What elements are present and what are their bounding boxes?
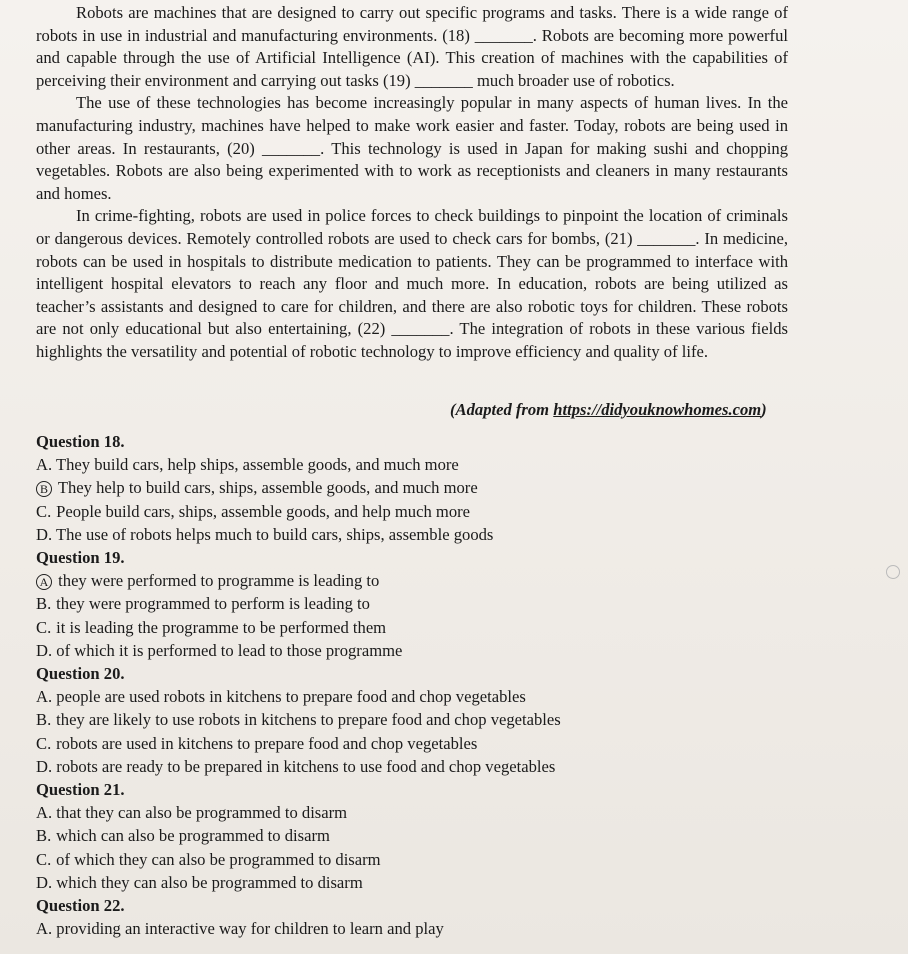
source-citation — [450, 400, 767, 420]
answer-option[interactable] — [36, 453, 736, 476]
answer-option[interactable] — [36, 801, 736, 824]
option-letter: C. — [36, 733, 52, 753]
option-text: They build cars, help ships, assemble goods, and much more — [56, 455, 459, 475]
option-letter: A. — [36, 803, 53, 823]
option-text: They help to build cars, ships, assemble goods, and much more — [57, 478, 478, 498]
reading-passage — [36, 2, 788, 364]
option-letter: C. — [36, 849, 52, 869]
option-letter: D. — [36, 524, 53, 544]
question-title: Question 18. — [36, 432, 125, 451]
option-text: they were performed to programme is leading to — [58, 571, 380, 591]
option-letter: C. — [36, 501, 52, 521]
answer-option[interactable] — [36, 871, 736, 894]
question-block — [36, 546, 736, 662]
question-title: Question 20. — [36, 664, 125, 684]
answer-option[interactable] — [36, 824, 736, 847]
question-title: Question 19. — [36, 548, 125, 568]
answer-option[interactable] — [36, 592, 736, 615]
option-letter: D. — [36, 872, 53, 892]
answer-option[interactable] — [36, 569, 736, 592]
passage-paragraph-3: In crime-fighting, robots are used in police forces to check buildings to pinpoint the location of criminals or dangerous devices. Remotely controlled robots are used to check cars for bombs, (21) _______. In medicine, robots can be used in hospitals to distribute medication to patients. They can be programmed to interface with intelligent hospital elevators to reach any floor and much more. In education, robots are being utilized as teacher’s assistants and designed to care for children, and there are also robotic toys for children. These robots are not only educational but also entertaining, (22) _______. The integration of robots in these various fields highlights the versatility and potential of robotic technology to improve efficiency and quality of life. — [36, 206, 788, 361]
option-text: which they can also be programmed to disarm — [56, 872, 363, 892]
circled-answer-letter: A — [36, 574, 52, 590]
answer-option[interactable] — [36, 523, 736, 546]
answer-option[interactable] — [36, 755, 736, 778]
option-letter: B. — [36, 826, 52, 846]
margin-mark — [886, 565, 900, 579]
option-text: of which they can also be programmed to disarm — [56, 849, 381, 869]
option-letter: C. — [36, 617, 52, 637]
option-letter: B. — [36, 594, 52, 614]
option-letter: A. — [36, 687, 53, 707]
question-block — [36, 662, 736, 778]
option-text: it is leading the programme to be performed them — [56, 617, 387, 637]
answer-option[interactable] — [36, 616, 736, 639]
option-text: providing an interactive way for children to learn and play — [56, 919, 444, 939]
source-link[interactable]: https://didyouknowhomes.com — [553, 400, 762, 419]
option-text: robots are used in kitchens to prepare food and chop vegetables — [56, 733, 478, 753]
answer-option[interactable] — [36, 848, 736, 871]
option-text: that they can also be programmed to disarm — [56, 803, 348, 823]
question-title: Question 21. — [36, 780, 125, 800]
passage-paragraph-1: Robots are machines that are designed to carry out specific programs and tasks. There is a wide range of robots in use in industrial and manufacturing environments. (18) _______. Robots are becoming more powerful and capable through the use of Artificial Intelligence (AI). This creation of machines with the capabilities of perceiving their environment and carrying out tasks (19) _______ much broader use of robotics. — [36, 3, 788, 90]
option-text: which can also be programmed to disarm — [56, 826, 330, 846]
option-letter: D. — [36, 756, 53, 776]
option-text: robots are ready to be prepared in kitchens to use food and chop vegetables — [56, 756, 556, 776]
question-block — [36, 894, 736, 940]
answer-option[interactable] — [36, 500, 736, 523]
option-text: people are used robots in kitchens to prepare food and chop vegetables — [56, 687, 526, 707]
option-letter: D. — [36, 640, 53, 660]
option-text: The use of robots helps much to build cars, ships, assemble goods — [56, 524, 494, 544]
answer-option[interactable] — [36, 708, 736, 731]
option-text: People build cars, ships, assemble goods, and help much more — [56, 501, 471, 521]
question-block — [36, 778, 736, 894]
option-text: they were programmed to perform is leading to — [56, 594, 370, 614]
option-text: of which it is performed to lead to those programme — [56, 640, 403, 660]
answer-option[interactable] — [36, 685, 736, 708]
question-list — [36, 430, 736, 940]
passage-paragraph-2: The use of these technologies has become increasingly popular in many aspects of human lives. In the manufacturing industry, machines have helped to make work easier and faster. Today, robots are being used in other areas. In restaurants, (20) _______. This technology is used in Japan for making sushi and chopping vegetables. Robots are also being experimented with to work as receptionists and cleaners in many restaurants and homes. — [36, 93, 788, 203]
question-block — [36, 430, 736, 546]
source-suffix: ) — [761, 400, 767, 419]
option-letter: A. — [36, 455, 53, 475]
answer-option[interactable] — [36, 639, 736, 662]
circled-answer-letter: B — [36, 481, 52, 497]
option-letter: A. — [36, 919, 53, 939]
option-letter: B. — [36, 710, 52, 730]
answer-option[interactable] — [36, 476, 736, 499]
answer-option[interactable] — [36, 732, 736, 755]
answer-option[interactable] — [36, 917, 736, 940]
source-prefix: (Adapted from — [450, 400, 554, 419]
option-text: they are likely to use robots in kitchens to prepare food and chop vegetables — [56, 710, 561, 730]
question-title: Question 22. — [36, 896, 125, 916]
